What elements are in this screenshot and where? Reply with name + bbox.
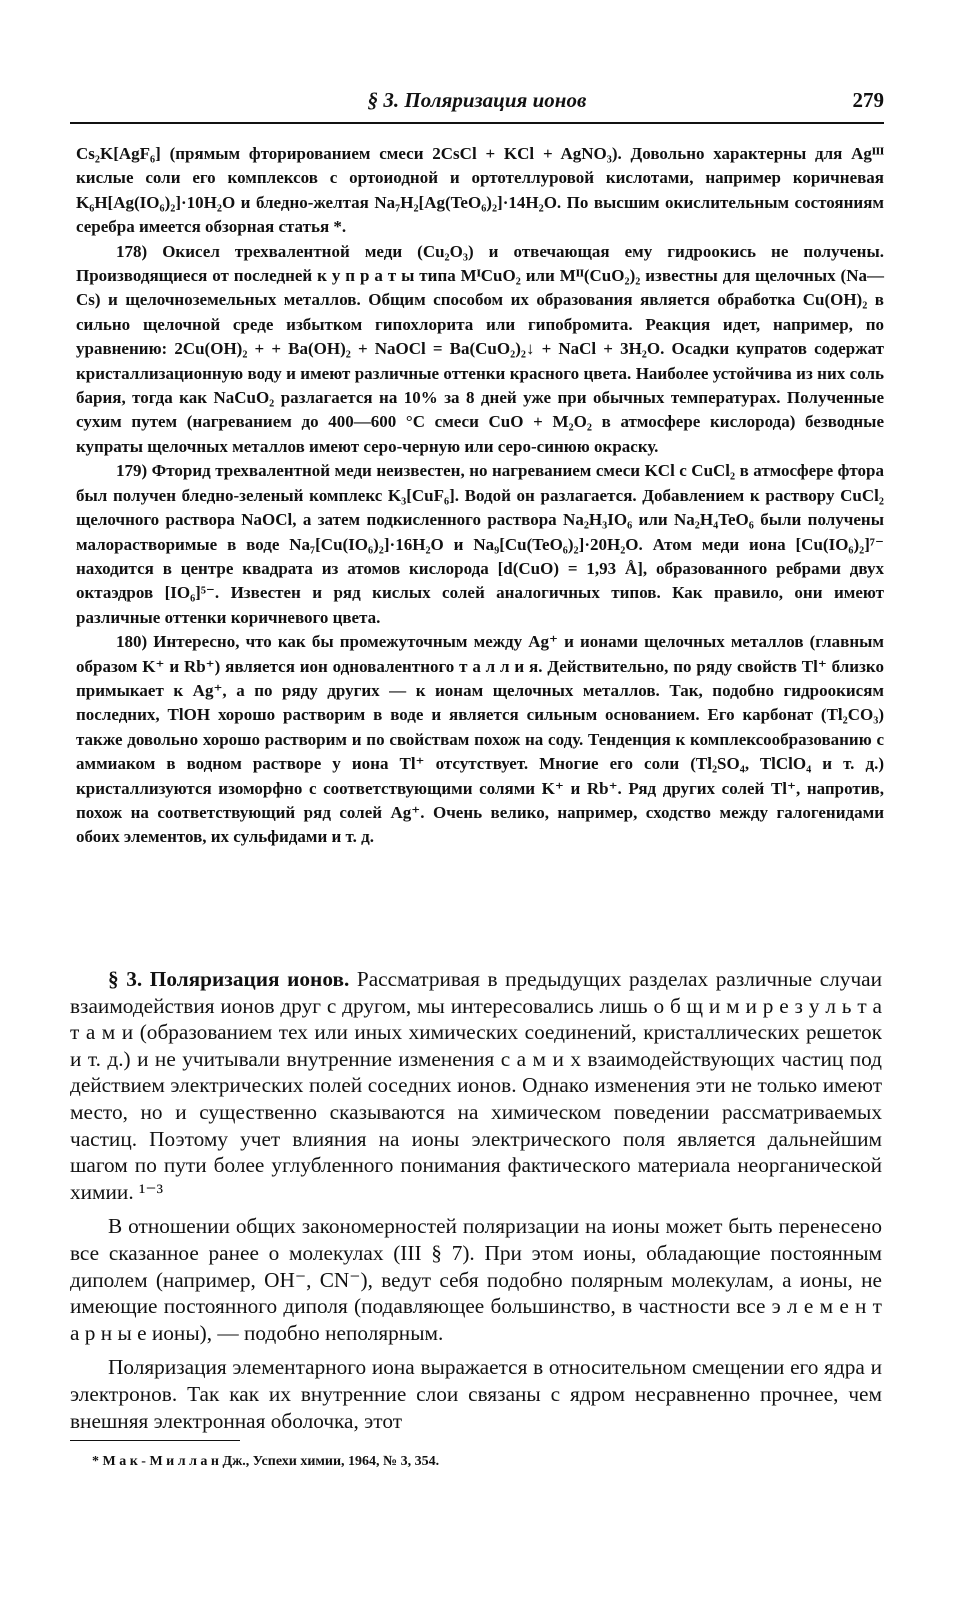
running-title: § 3. Поляризация ионов xyxy=(367,88,587,112)
page-header xyxy=(70,82,884,124)
footnote-divider xyxy=(70,1440,240,1441)
section-paragraph-1-text: Рассматривая в предыдущих разделах различные случаи взаимодействия ионов друг с другом, мы интересовались лишь о б щ и м и р е з у л ь т а т а м и (образованием тех или иных химических соединений, кристаллических решеток и т. д.) и не учитывали внутренние изменения с а м и х взаимодействующих частиц под действием электрических полей соседних ионов. Однако изменения эти не только имеют место, но и существенно сказываются на химическом поведении рассматриваемых частиц. Поэтому учет влияния на ионы электрического поля является дальнейшим шагом по пути более углубленного понимания фактического материала неорганической химии. ¹⁻³ xyxy=(70,967,882,1204)
note-178: 178) Окисел трехвалентной меди (Cu₂O₃) и отвечающая ему гидроокись не получены. Производящиеся от последней к у п р а т ы типа MᴵCuO₂ или Mᴵᴵ(CuO₂)₂ известны для щелочных (Na—Cs) и щелочноземельных металлов. Общим способом их образования является обработка Cu(OH)₂ в сильно щелочной среде избытком гипохлорита или гипобромита. Реакция идет, например, по уравнению: 2Cu(OH)₂ + + Ba(OH)₂ + NaOCl = Ba(CuO₂)₂↓ + NaCl + 3H₂O. Осадки купратов содержат кристаллизационную воду и имеют различные оттенки красного цвета. Наиболее устойчива из них соль бария, тогда как NaCuO₂ разлагается на 10% за 8 дней уже при обычных температурах. Полученные сухим путем (нагреванием до 400—600 °C смеси CuO + M₂O₂ в атмосфере кислорода) безводные купраты щелочных металлов имеют серо-черную или серо-синюю окраску. xyxy=(76,241,884,456)
page-number: 279 xyxy=(852,88,884,112)
note-179: 179) Фторид трехвалентной меди неизвестен, но нагреванием смеси KCl с CuCl₂ в атмосфере фтора был получен бледно-зеленый комплекс K₃[CuF₆]. Водой он разлагается. Добавлением к раствору CuCl₂ щелочного раствора NaOCl, а затем подкисленного раствора Na₂H₃IO₆ или Na₂H₄TeO₆ были получены малорастворимые в воде Na₇[Cu(IO₆)₂]·16H₂O и Na₉[Cu(TeO₆)₂]·20H₂O. Атом меди иона [Cu(IO₆)₂]⁷⁻ находится в центре квадрата из атомов кислорода [d(CuO) = 1,93 Å], образованного ребрами двух октаэдров [IO₆]⁵⁻. Известен и ряд кислых солей аналогичных типов. Как правило, они имеют различные оттенки коричневого цвета. xyxy=(76,461,884,627)
note-continuation: Cs₂K[AgF₆] (прямым фторированием смеси 2CsCl + KCl + AgNO₃). Довольно характерны для Agᴵᴵᴵ кислые соли его комплексов с ортоиодной и ортотеллуровой кислотами, например коричневая K₆H[Ag(IO₆)₂]·10H₂O и бледно-желтая Na₇H₂[Ag(TeO₆)₂]·14H₂O. По высшим окислительным состояниям серебра имеется обзорная статья *. xyxy=(76,144,884,237)
endnotes-block xyxy=(76,142,884,850)
section-paragraph-3: Поляризация элементарного иона выражается в относительном смещении его ядра и электронов. Так как их внутренние слои связаны с ядром несравненно прочнее, чем внешняя электронная оболочка, этот xyxy=(70,1355,882,1433)
note-180: 180) Интересно, что как бы промежуточным между Ag⁺ и ионами щелочных металлов (главным образом K⁺ и Rb⁺) является ион одновалентного т а л л и я. Действительно, по ряду свойств Tl⁺ близко примыкает к Ag⁺, а по ряду других — к ионам щелочных металлов. Так, подобно гидроокисям последних, TlOH хорошо растворим в воде и является сильным основанием. Его карбонат (Tl₂CO₃) также довольно хорошо растворим и по свойствам похож на соду. Тенденция к комплексообразованию с аммиаком в водном растворе у иона Tl⁺ отсутствует. Многие его соли (Tl₂SO₄, TlClO₄ и т. д.) кристаллизуются изоморфно с соответствующими солями K⁺ и Rb⁺. Ряд других солей Tl⁺, напротив, похож на соответствующий ряд солей Ag⁺. Очень велико, например, сходство между галогенидами обоих элементов, их сульфидами и т. д. xyxy=(76,632,884,847)
section-paragraph-1 xyxy=(70,966,882,1205)
footnote: * М а к - М и л л а н Дж., Успехи химии, 1964, № 3, 354. xyxy=(92,1454,440,1469)
section-paragraph-2: В отношении общих закономерностей поляризации на ионы может быть перенесено все сказанное ранее о молекулах (III § 7). При этом ионы, обладающие постоянным диполем (например, OH⁻, CN⁻), ведут себя подобно полярным молекулам, а ионы, не имеющие постоянного диполя (подавляющее большинство, в частности все э л е м е н т а р н ы е ионы), — подобно неполярным. xyxy=(70,1214,882,1345)
section-body xyxy=(70,966,882,1442)
section-title: § 3. Поляризация ионов. xyxy=(108,967,350,991)
